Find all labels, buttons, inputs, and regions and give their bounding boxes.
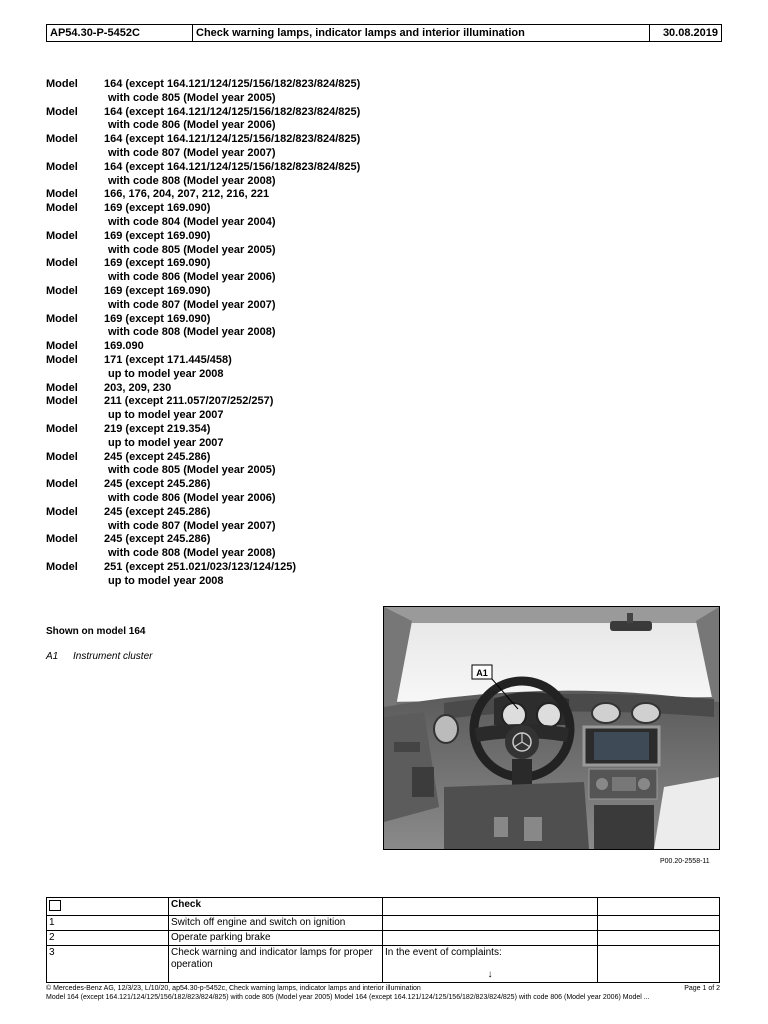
step-number: 3 — [47, 946, 169, 983]
figure-legend — [46, 651, 152, 662]
model-label: Model — [46, 229, 78, 242]
model-condition: up to model year 2007 — [108, 409, 224, 422]
step-extra — [598, 946, 720, 983]
check-header: Check — [169, 898, 383, 916]
model-label: Model — [46, 505, 78, 518]
doc-id: AP54.30-P-5452C — [47, 25, 193, 41]
model-list — [46, 78, 426, 588]
step-text: Check warning and indicator lamps for proper operation — [169, 946, 383, 983]
step-extra — [598, 916, 720, 931]
model-condition: with code 808 (Model year 2008) — [108, 326, 276, 339]
model-row-continuation — [46, 175, 426, 189]
model-value: 245 (except 245.286) — [104, 505, 211, 518]
shown-on-label: Shown on model 164 — [46, 626, 146, 637]
callout-label: A1 — [476, 668, 488, 678]
model-value: 251 (except 251.021/023/123/124/125) — [104, 560, 297, 573]
model-value: 164 (except 164.121/124/125/156/182/823/824/825) — [104, 160, 361, 173]
model-row — [46, 106, 426, 120]
model-label: Model — [46, 105, 78, 118]
model-condition: with code 807 (Model year 2007) — [108, 519, 276, 532]
model-value: 203, 209, 230 — [104, 381, 172, 394]
down-arrow-icon: ↓ — [487, 969, 493, 980]
legend-key: A1 — [46, 651, 59, 662]
model-row-continuation — [46, 147, 426, 161]
model-row — [46, 78, 426, 92]
step-note — [383, 931, 598, 946]
model-label: Model — [46, 133, 78, 146]
document-header — [46, 24, 722, 42]
model-row — [46, 423, 426, 437]
model-label: Model — [46, 450, 78, 463]
model-label: Model — [46, 478, 78, 491]
model-value: 245 (except 245.286) — [104, 478, 211, 491]
model-row-continuation — [46, 464, 426, 478]
model-value: 166, 176, 204, 207, 212, 216, 221 — [104, 188, 270, 201]
model-value: 245 (except 245.286) — [104, 450, 211, 463]
checkbox-icon — [49, 900, 61, 911]
check-table-header — [47, 898, 720, 916]
model-value: 169 (except 169.090) — [104, 284, 211, 297]
model-row-continuation — [46, 547, 426, 561]
model-row — [46, 506, 426, 520]
check-row — [47, 931, 720, 946]
model-condition: with code 806 (Model year 2006) — [108, 271, 276, 284]
step-extra — [598, 931, 720, 946]
model-row — [46, 230, 426, 244]
model-label: Model — [46, 202, 78, 215]
model-value: 164 (except 164.121/124/125/156/182/823/824/825) — [104, 133, 361, 146]
model-label: Model — [46, 284, 78, 297]
model-value: 164 (except 164.121/124/125/156/182/823/824/825) — [104, 78, 361, 90]
model-value: 169 (except 169.090) — [104, 312, 211, 325]
model-row-continuation — [46, 244, 426, 258]
model-value: 164 (except 164.121/124/125/156/182/823/824/825) — [104, 105, 361, 118]
model-label: Model — [46, 312, 78, 325]
step-note — [383, 946, 598, 983]
model-row — [46, 382, 426, 396]
step-number: 1 — [47, 916, 169, 931]
model-row-continuation — [46, 326, 426, 340]
model-row — [46, 451, 426, 465]
model-row-continuation — [46, 409, 426, 423]
model-row-continuation — [46, 216, 426, 230]
dashboard-photo — [383, 606, 720, 850]
model-label: Model — [46, 78, 78, 90]
model-row — [46, 313, 426, 327]
model-row — [46, 202, 426, 216]
step-text: Operate parking brake — [169, 931, 383, 946]
image-id: P00.20-2558-11 — [660, 858, 710, 865]
model-row-continuation — [46, 119, 426, 133]
model-condition: with code 805 (Model year 2005) — [108, 464, 276, 477]
model-label: Model — [46, 560, 78, 573]
model-label: Model — [46, 381, 78, 394]
doc-title: Check warning lamps, indicator lamps and interior illumination — [193, 25, 650, 41]
step-note — [383, 916, 598, 931]
model-condition: with code 807 (Model year 2007) — [108, 298, 276, 311]
model-condition: with code 804 (Model year 2004) — [108, 215, 276, 228]
model-row — [46, 161, 426, 175]
model-condition: up to model year 2007 — [108, 436, 224, 449]
model-condition: with code 805 (Model year 2005) — [108, 91, 276, 104]
model-row-continuation — [46, 575, 426, 589]
model-row — [46, 133, 426, 147]
model-condition: with code 808 (Model year 2008) — [108, 174, 276, 187]
model-condition: with code 806 (Model year 2006) — [108, 119, 276, 132]
model-row-continuation — [46, 437, 426, 451]
model-label: Model — [46, 395, 78, 408]
model-row-continuation — [46, 520, 426, 534]
step-note-text: In the event of complaints: — [385, 947, 502, 958]
footer-page: Page 1 of 2 — [684, 985, 720, 992]
model-label: Model — [46, 422, 78, 435]
model-label: Model — [46, 340, 78, 353]
model-value: 169 (except 169.090) — [104, 202, 211, 215]
footer-copyright: © Mercedes-Benz AG, 12/3/23, L/10/20, ap54.30-p-5452c, Check warning lamps, indicator lamps and interior illumination — [46, 985, 421, 992]
model-row — [46, 395, 426, 409]
step-text: Switch off engine and switch on ignition — [169, 916, 383, 931]
model-row — [46, 561, 426, 575]
model-condition: up to model year 2008 — [108, 367, 224, 380]
model-row-continuation — [46, 271, 426, 285]
model-value: 169 (except 169.090) — [104, 229, 211, 242]
check-row — [47, 946, 720, 983]
page-footer — [46, 984, 720, 1002]
footer-models: Model 164 (except 164.121/124/125/156/182/823/824/825) with code 805 (Model year 2005) Model 164 (except 164.121/124/125/156/182/823/824/825) with code 806 (Model year 2006) Model ... — [46, 994, 650, 1001]
model-value: 211 (except 211.057/207/252/257) — [104, 395, 274, 408]
model-row — [46, 533, 426, 547]
model-condition: with code 807 (Model year 2007) — [108, 146, 276, 159]
model-row-continuation — [46, 92, 426, 106]
model-label: Model — [46, 257, 78, 270]
model-condition: up to model year 2008 — [108, 574, 224, 587]
model-row — [46, 340, 426, 354]
model-value: 219 (except 219.354) — [104, 422, 211, 435]
model-label: Model — [46, 353, 78, 366]
model-row-continuation — [46, 492, 426, 506]
model-row — [46, 188, 426, 202]
check-row — [47, 916, 720, 931]
step-number: 2 — [47, 931, 169, 946]
model-row — [46, 285, 426, 299]
model-condition: with code 805 (Model year 2005) — [108, 243, 276, 256]
doc-date: 30.08.2019 — [662, 27, 718, 39]
model-value: 245 (except 245.286) — [104, 533, 211, 546]
model-value: 171 (except 171.445/458) — [104, 353, 232, 366]
model-value: 169.090 — [104, 340, 144, 353]
check-table — [46, 897, 720, 983]
legend-text: Instrument cluster — [73, 651, 153, 662]
model-condition: with code 806 (Model year 2006) — [108, 491, 276, 504]
model-row-continuation — [46, 299, 426, 313]
model-row — [46, 478, 426, 492]
model-row — [46, 257, 426, 271]
model-condition: with code 808 (Model year 2008) — [108, 547, 276, 560]
model-label: Model — [46, 188, 78, 201]
model-row — [46, 354, 426, 368]
model-label: Model — [46, 160, 78, 173]
model-value: 169 (except 169.090) — [104, 257, 211, 270]
model-row-continuation — [46, 368, 426, 382]
model-label: Model — [46, 533, 78, 546]
